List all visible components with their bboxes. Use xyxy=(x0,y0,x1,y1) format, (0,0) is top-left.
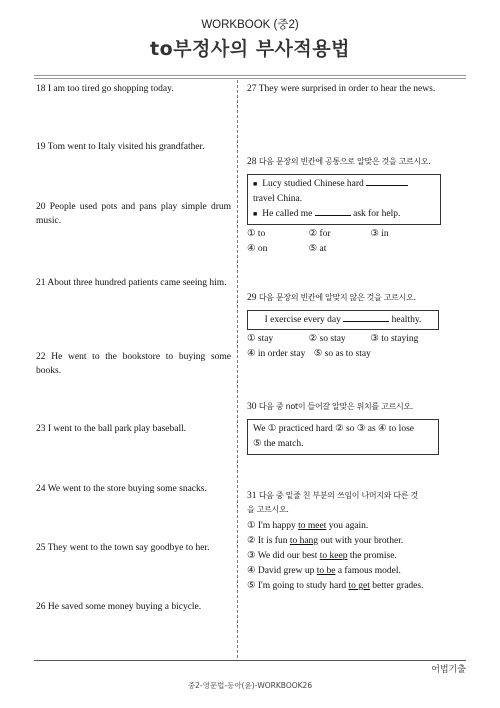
question-text: I am too tired go shopping today. xyxy=(47,84,174,94)
answer-blank xyxy=(315,215,351,216)
question-21 xyxy=(36,276,231,290)
choice-4[interactable] xyxy=(247,564,463,579)
box-text: He called me xyxy=(262,209,313,219)
question-number: 30 xyxy=(247,402,257,412)
sentence-box xyxy=(247,174,441,225)
question-18 xyxy=(36,82,231,96)
choice-text: ③ We did our best xyxy=(247,551,320,561)
question-text: We went to the store buying some snacks. xyxy=(47,484,207,494)
choice-1[interactable]: ① stay xyxy=(247,334,274,344)
choice-2[interactable] xyxy=(247,534,463,549)
answer-blank xyxy=(366,185,408,186)
choice-1[interactable] xyxy=(247,519,463,534)
choice-text: ④ David grew up xyxy=(247,566,317,576)
answer-choices-row-1 xyxy=(247,332,432,347)
box-text: We ① practiced hard ② so ③ as ④ to lose xyxy=(253,424,414,434)
question-text: They were surprised in order to hear the news. xyxy=(258,84,436,94)
question-number: 19 xyxy=(36,142,46,152)
question-29 xyxy=(247,291,463,362)
box-text: I exercise every day xyxy=(264,315,341,325)
choice-3[interactable]: ③ to staying xyxy=(370,334,419,344)
question-20 xyxy=(36,200,231,228)
question-26 xyxy=(36,600,231,614)
choice-5[interactable]: ⑤ so as to stay xyxy=(313,349,371,359)
question-28 xyxy=(247,155,463,257)
choice-text: the promise. xyxy=(347,551,397,561)
question-24 xyxy=(36,482,231,496)
choice-text: ① I'm happy xyxy=(247,521,299,531)
question-number: 31 xyxy=(247,491,257,501)
question-number: 21 xyxy=(36,278,46,288)
question-25 xyxy=(36,541,231,555)
section-label: 어법기출 xyxy=(431,665,466,675)
question-number: 24 xyxy=(36,484,46,494)
choice-5[interactable] xyxy=(247,579,463,594)
answer-choices xyxy=(247,227,432,257)
underlined-phrase: to hang xyxy=(289,536,319,546)
question-27 xyxy=(247,82,463,96)
choice-text: ② It is fun xyxy=(247,536,290,546)
bullet-icon: ■ xyxy=(253,210,258,218)
question-number: 18 xyxy=(36,84,46,94)
answer-blank xyxy=(343,321,389,322)
question-number: 22 xyxy=(36,352,46,362)
question-instruction: 을 고르시오. xyxy=(247,505,289,514)
underlined-phrase: to get xyxy=(348,581,370,591)
answer-choices-row-2 xyxy=(247,347,463,362)
underlined-phrase: to keep xyxy=(319,551,348,561)
page-footer: 중2-영문법-동아(윤)-WORKBOOK26 xyxy=(187,681,313,690)
choice-1[interactable]: ① to xyxy=(247,229,266,239)
question-31 xyxy=(247,489,463,594)
choice-text: ⑤ I'm going to study hard xyxy=(247,581,349,591)
column-divider xyxy=(237,80,238,658)
underlined-phrase: to be xyxy=(316,566,336,576)
choice-text: out with your brother. xyxy=(318,536,404,546)
question-text: About three hundred patients came seeing him. xyxy=(47,278,227,288)
choice-3[interactable] xyxy=(247,549,463,564)
question-text: I went to the ball park play baseball. xyxy=(47,424,187,434)
footer-divider xyxy=(34,660,466,661)
question-text: He went to the bookstore to buying some books. xyxy=(36,352,232,376)
box-text: travel China. xyxy=(253,194,303,204)
question-number: 20 xyxy=(36,202,46,212)
underlined-phrase: to meet xyxy=(298,521,327,531)
sentence-box xyxy=(247,419,439,455)
box-text: ask for help. xyxy=(353,209,401,219)
question-number: 26 xyxy=(36,602,46,612)
box-text: healthy. xyxy=(391,315,422,325)
sentence-box xyxy=(247,310,439,330)
question-number: 25 xyxy=(36,543,46,553)
choice-text: you again. xyxy=(326,521,369,531)
question-number: 28 xyxy=(247,157,257,167)
box-text: ⑤ the match. xyxy=(253,439,304,449)
question-22 xyxy=(36,350,231,378)
question-text: People used pots and pans play simple drum music. xyxy=(36,202,232,226)
choice-4[interactable]: ④ in order stay xyxy=(247,349,306,359)
choice-3[interactable]: ③ in xyxy=(370,229,389,239)
question-instruction: 다음 문장의 빈칸에 알맞지 않은 것을 고르시오. xyxy=(258,293,416,302)
question-23 xyxy=(36,422,231,436)
question-number: 27 xyxy=(247,84,257,94)
header-divider-bottom xyxy=(34,78,466,79)
question-instruction: 다음 중 밑줄 친 부분의 쓰임이 나머지와 다른 것 xyxy=(258,491,418,500)
header-divider-top xyxy=(34,75,466,76)
choice-text: better grades. xyxy=(369,581,424,591)
question-30 xyxy=(247,400,463,457)
box-text: Lucy studied Chinese hard xyxy=(262,179,364,189)
choice-4[interactable]: ④ on xyxy=(247,244,268,254)
choice-text: a famous model. xyxy=(335,566,401,576)
question-instruction: 다음 문장의 빈칸에 공통으로 알맞은 것을 고르시오. xyxy=(258,157,431,166)
bullet-icon: ■ xyxy=(253,180,258,188)
workbook-label: WORKBOOK (중2) xyxy=(201,19,299,31)
question-instruction: 다음 중 not이 들어갈 알맞은 위치를 고르시오. xyxy=(258,402,414,411)
question-text: Tom went to Italy visited his grandfather. xyxy=(47,142,205,152)
page-title: to부정사의 부사적용법 xyxy=(150,38,350,60)
choice-2[interactable]: ② for xyxy=(308,229,331,239)
question-text: They went to the town say goodbye to her. xyxy=(47,543,210,553)
choice-5[interactable]: ⑤ at xyxy=(308,244,327,254)
question-text: He saved some money buying a bicycle. xyxy=(47,602,202,612)
question-number: 29 xyxy=(247,293,257,303)
choice-2[interactable]: ② so stay xyxy=(308,334,346,344)
question-19 xyxy=(36,140,231,154)
question-number: 23 xyxy=(36,424,46,434)
